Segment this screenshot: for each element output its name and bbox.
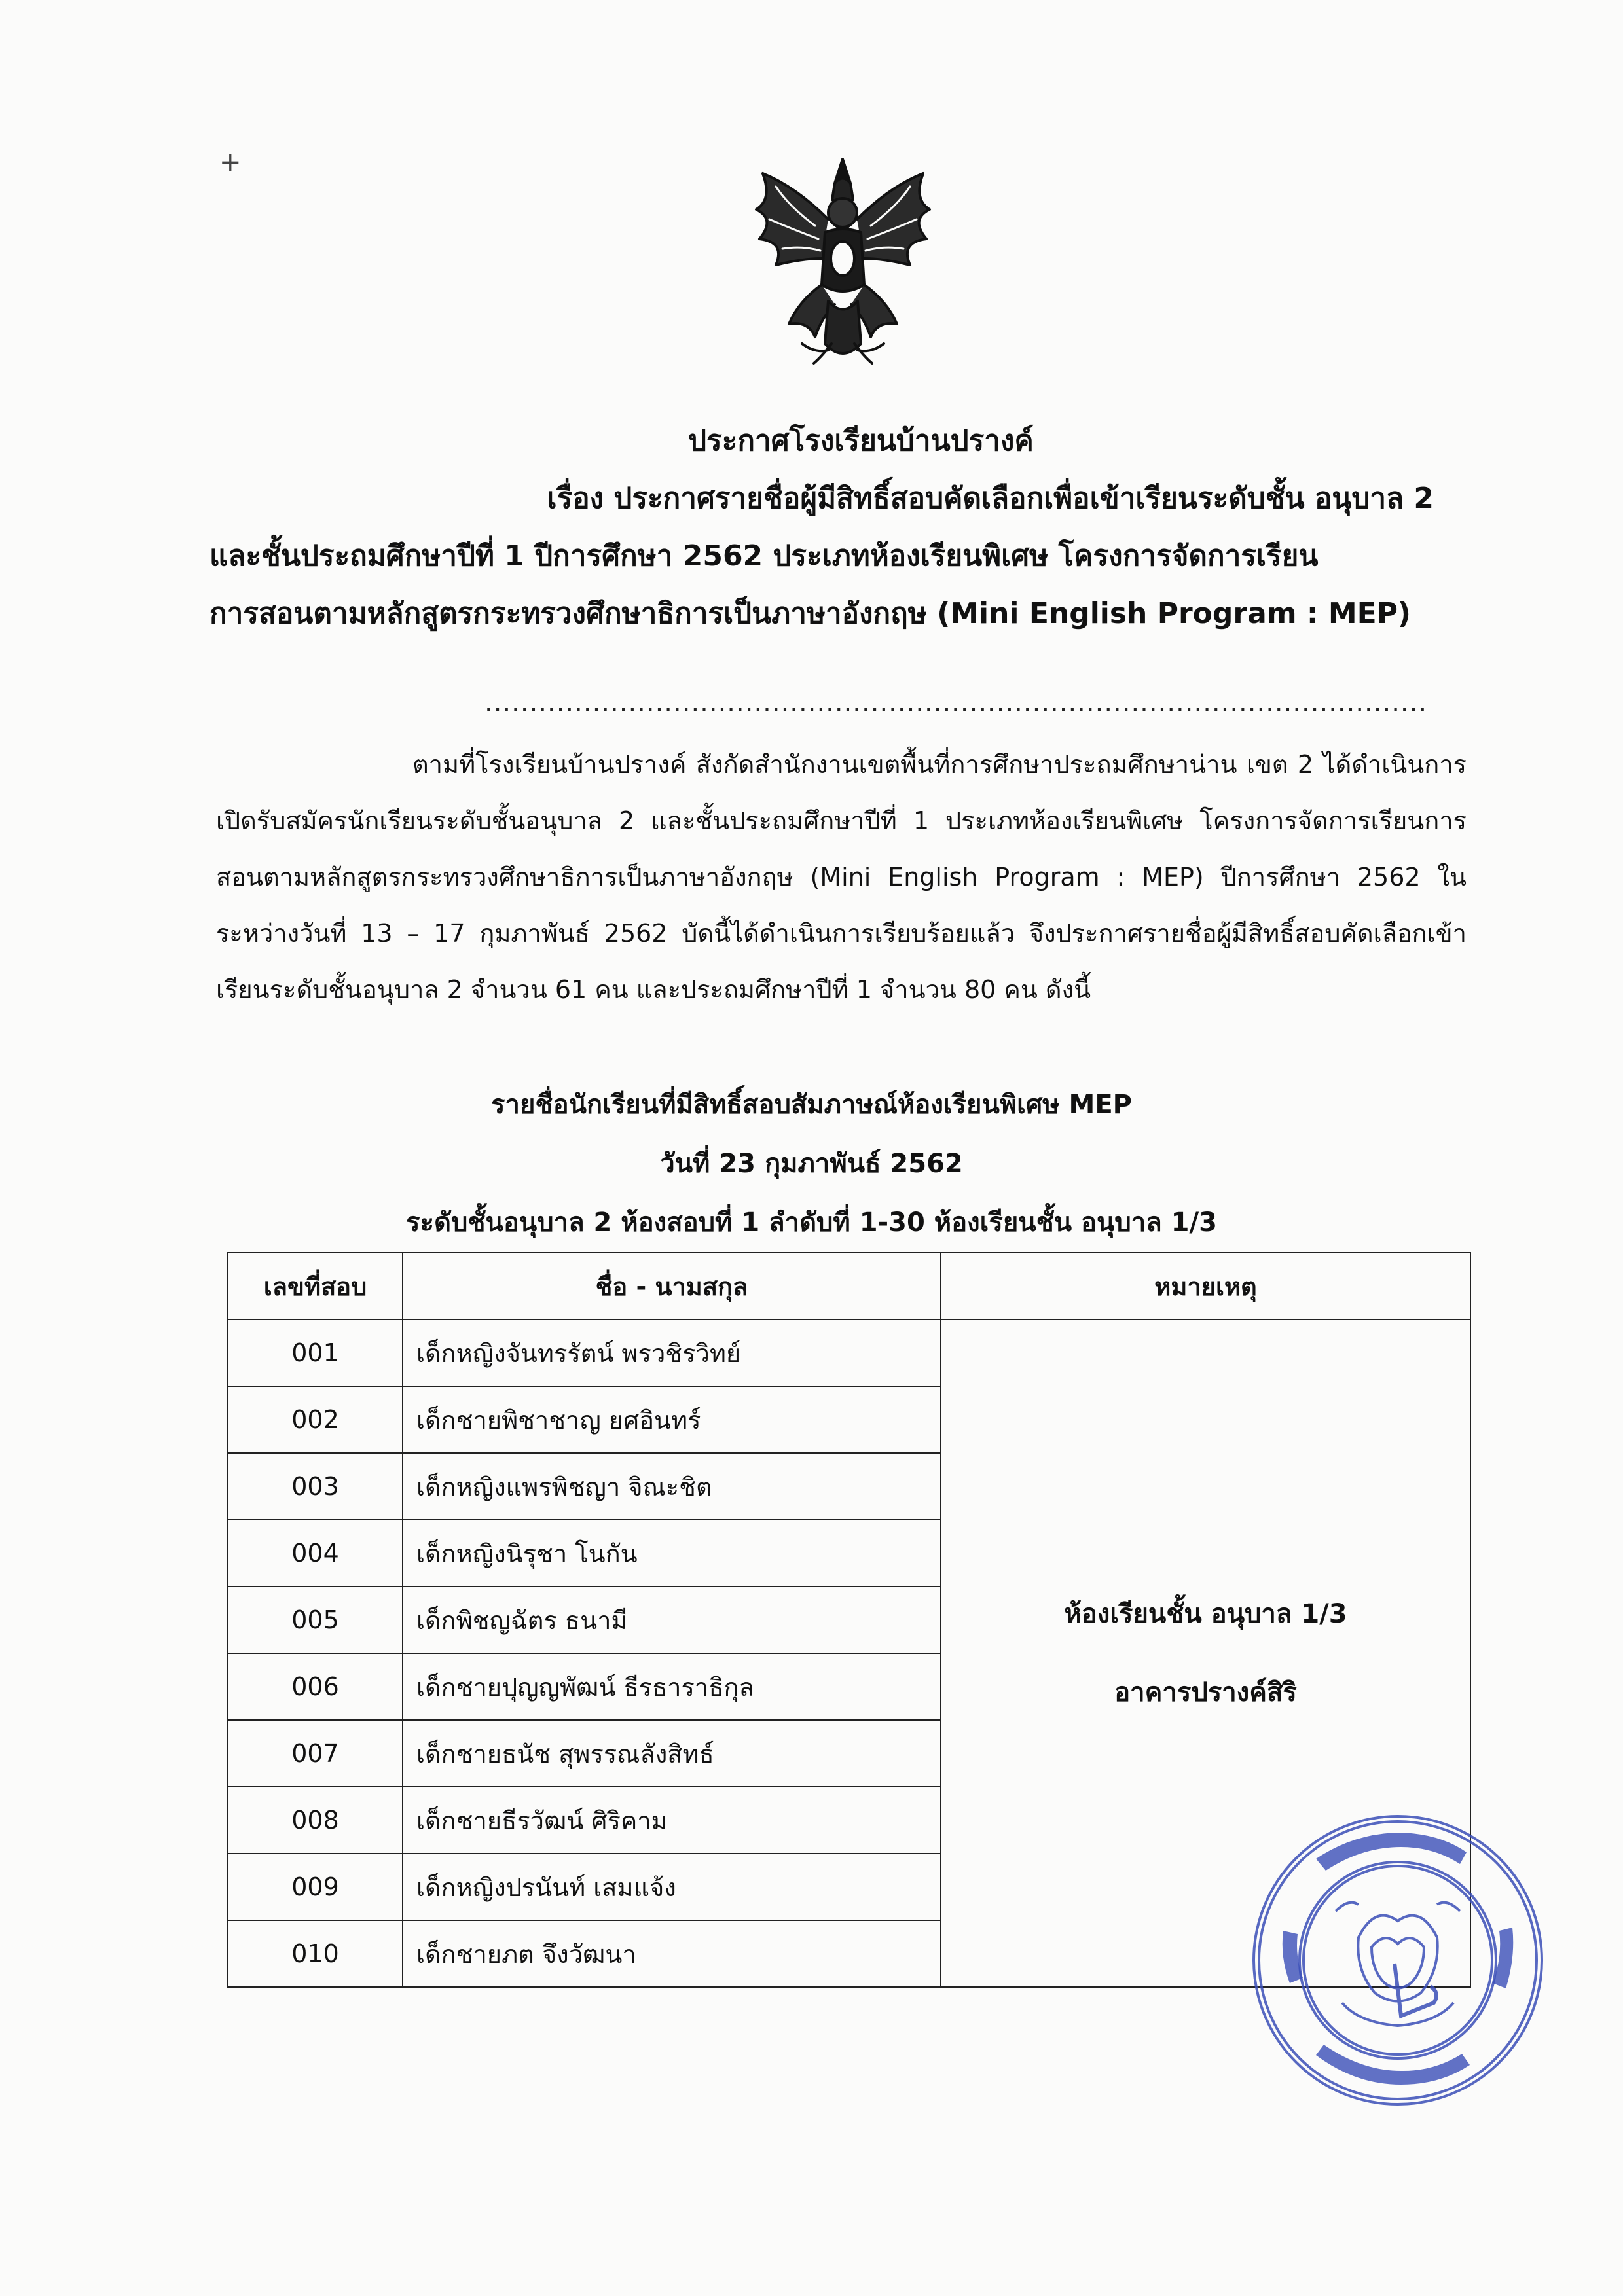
remark-building: อาคารปรางค์สิริ — [1114, 1677, 1297, 1708]
body-paragraph-text: ตามที่โรงเรียนบ้านปรางค์ สังกัดสำนักงานเขตพื้นที่การศึกษาประถมศึกษาน่าน เขต 2 ได้ดำเนินการเปิดรับสมัครนักเรียนระดับชั้นอนุบาล 2 และชั้นประถมศึกษาปีที่ 1 ประเภทห้องเรียนพิเศษ โครงการจัดการเรียนการสอนตามหลักสูตรกระทรวงศึกษาธิการเป็นภาษาอังกฤษ (Mini English Program : MEP) ปีการศึกษา 2562 ในระหว่างวันที่ 13 – 17 กุมภาพันธ์ 2562 บัดนี้ได้ดำเนินการเรียบร้อยแล้ว จึงประกาศรายชื่อผู้มีสิทธิ์สอบคัดเลือกเข้าเรียนระดับชั้นอนุบาล 2 จำนวน 61 คน และประถมศึกษาปีที่ 1 จำนวน 80 คน ดังนี้ — [216, 750, 1467, 1004]
student-name: เด็กหญิงแพรพิชญา จิณะชิต — [403, 1453, 941, 1520]
subject-line-2: และชั้นประถมศึกษาปีที่ 1 ปีการศึกษา 2562 ประเภทห้องเรียนพิเศษ โครงการจัดการเรียน — [210, 539, 1319, 573]
student-name: เด็กชายพิชาชาญ ยศอินทร์ — [403, 1386, 941, 1453]
exam-number: 009 — [228, 1854, 403, 1920]
exam-number: 005 — [228, 1587, 403, 1653]
subject-line-3: การสอนตามหลักสูตรกระทรวงศึกษาธิการเป็นภาษาอังกฤษ (Mini English Program : MEP) — [210, 597, 1412, 630]
remark-room: ห้องเรียนชั้น อนุบาล 1/3 — [1064, 1599, 1347, 1629]
student-name: เด็กหญิงนิรุชา โนกัน — [403, 1520, 941, 1587]
table-header-row — [228, 1253, 1470, 1319]
dotted-separator: ......................................................................................................... — [484, 687, 1428, 717]
school-seal-stamp-icon — [1244, 1806, 1552, 2114]
subject-line-1: เรื่อง ประกาศรายชื่อผู้มีสิทธิ์สอบคัดเลือกเพื่อเข้าเรียนระดับชั้น อนุบาล 2 — [547, 482, 1434, 515]
garuda-emblem-icon — [737, 147, 949, 373]
announcement-title-block — [210, 412, 1512, 643]
exam-number: 003 — [228, 1453, 403, 1520]
exam-number: 008 — [228, 1787, 403, 1854]
exam-number: 006 — [228, 1653, 403, 1720]
list-room-info: ระดับชั้นอนุบาล 2 ห้องสอบที่ 1 ลำดับที่ 1-30 ห้องเรียนชั้น อนุบาล 1/3 — [406, 1208, 1217, 1238]
header-remark: หมายเหตุ — [941, 1253, 1470, 1319]
corner-mark: + — [219, 147, 242, 177]
student-name: เด็กชายปุญญพัฒน์ ธีรธาราธิกุล — [403, 1653, 941, 1720]
student-name: เด็กพิชญฉัตร ธนามี — [403, 1587, 941, 1653]
exam-number: 007 — [228, 1720, 403, 1787]
body-paragraph — [216, 736, 1467, 1018]
exam-number: 010 — [228, 1920, 403, 1987]
header-full-name: ชื่อ - นามสกุล — [403, 1253, 941, 1319]
announcement-title: ประกาศโรงเรียนบ้านปรางค์ — [688, 424, 1034, 457]
header-exam-number: เลขที่สอบ — [228, 1253, 403, 1319]
list-heading: รายชื่อนักเรียนที่มีสิทธิ์สอบสัมภาษณ์ห้องเรียนพิเศษ MEP — [491, 1090, 1132, 1120]
student-name: เด็กหญิงจันทรรัตน์ พรวชิรวิทย์ — [403, 1319, 941, 1386]
exam-number: 002 — [228, 1386, 403, 1453]
exam-number: 001 — [228, 1319, 403, 1386]
student-name: เด็กชายธีรวัฒน์ ศิริคาม — [403, 1787, 941, 1854]
list-date: วันที่ 23 กุมภาพันธ์ 2562 — [660, 1149, 963, 1179]
student-name: เด็กหญิงปรนันท์ เสมแจ้ง — [403, 1854, 941, 1920]
student-name: เด็กชายภต จึงวัฒนา — [403, 1920, 941, 1987]
exam-number: 004 — [228, 1520, 403, 1587]
student-name: เด็กชายธนัช สุพรรณลังสิทธ์ — [403, 1720, 941, 1787]
table-row — [228, 1319, 1470, 1386]
